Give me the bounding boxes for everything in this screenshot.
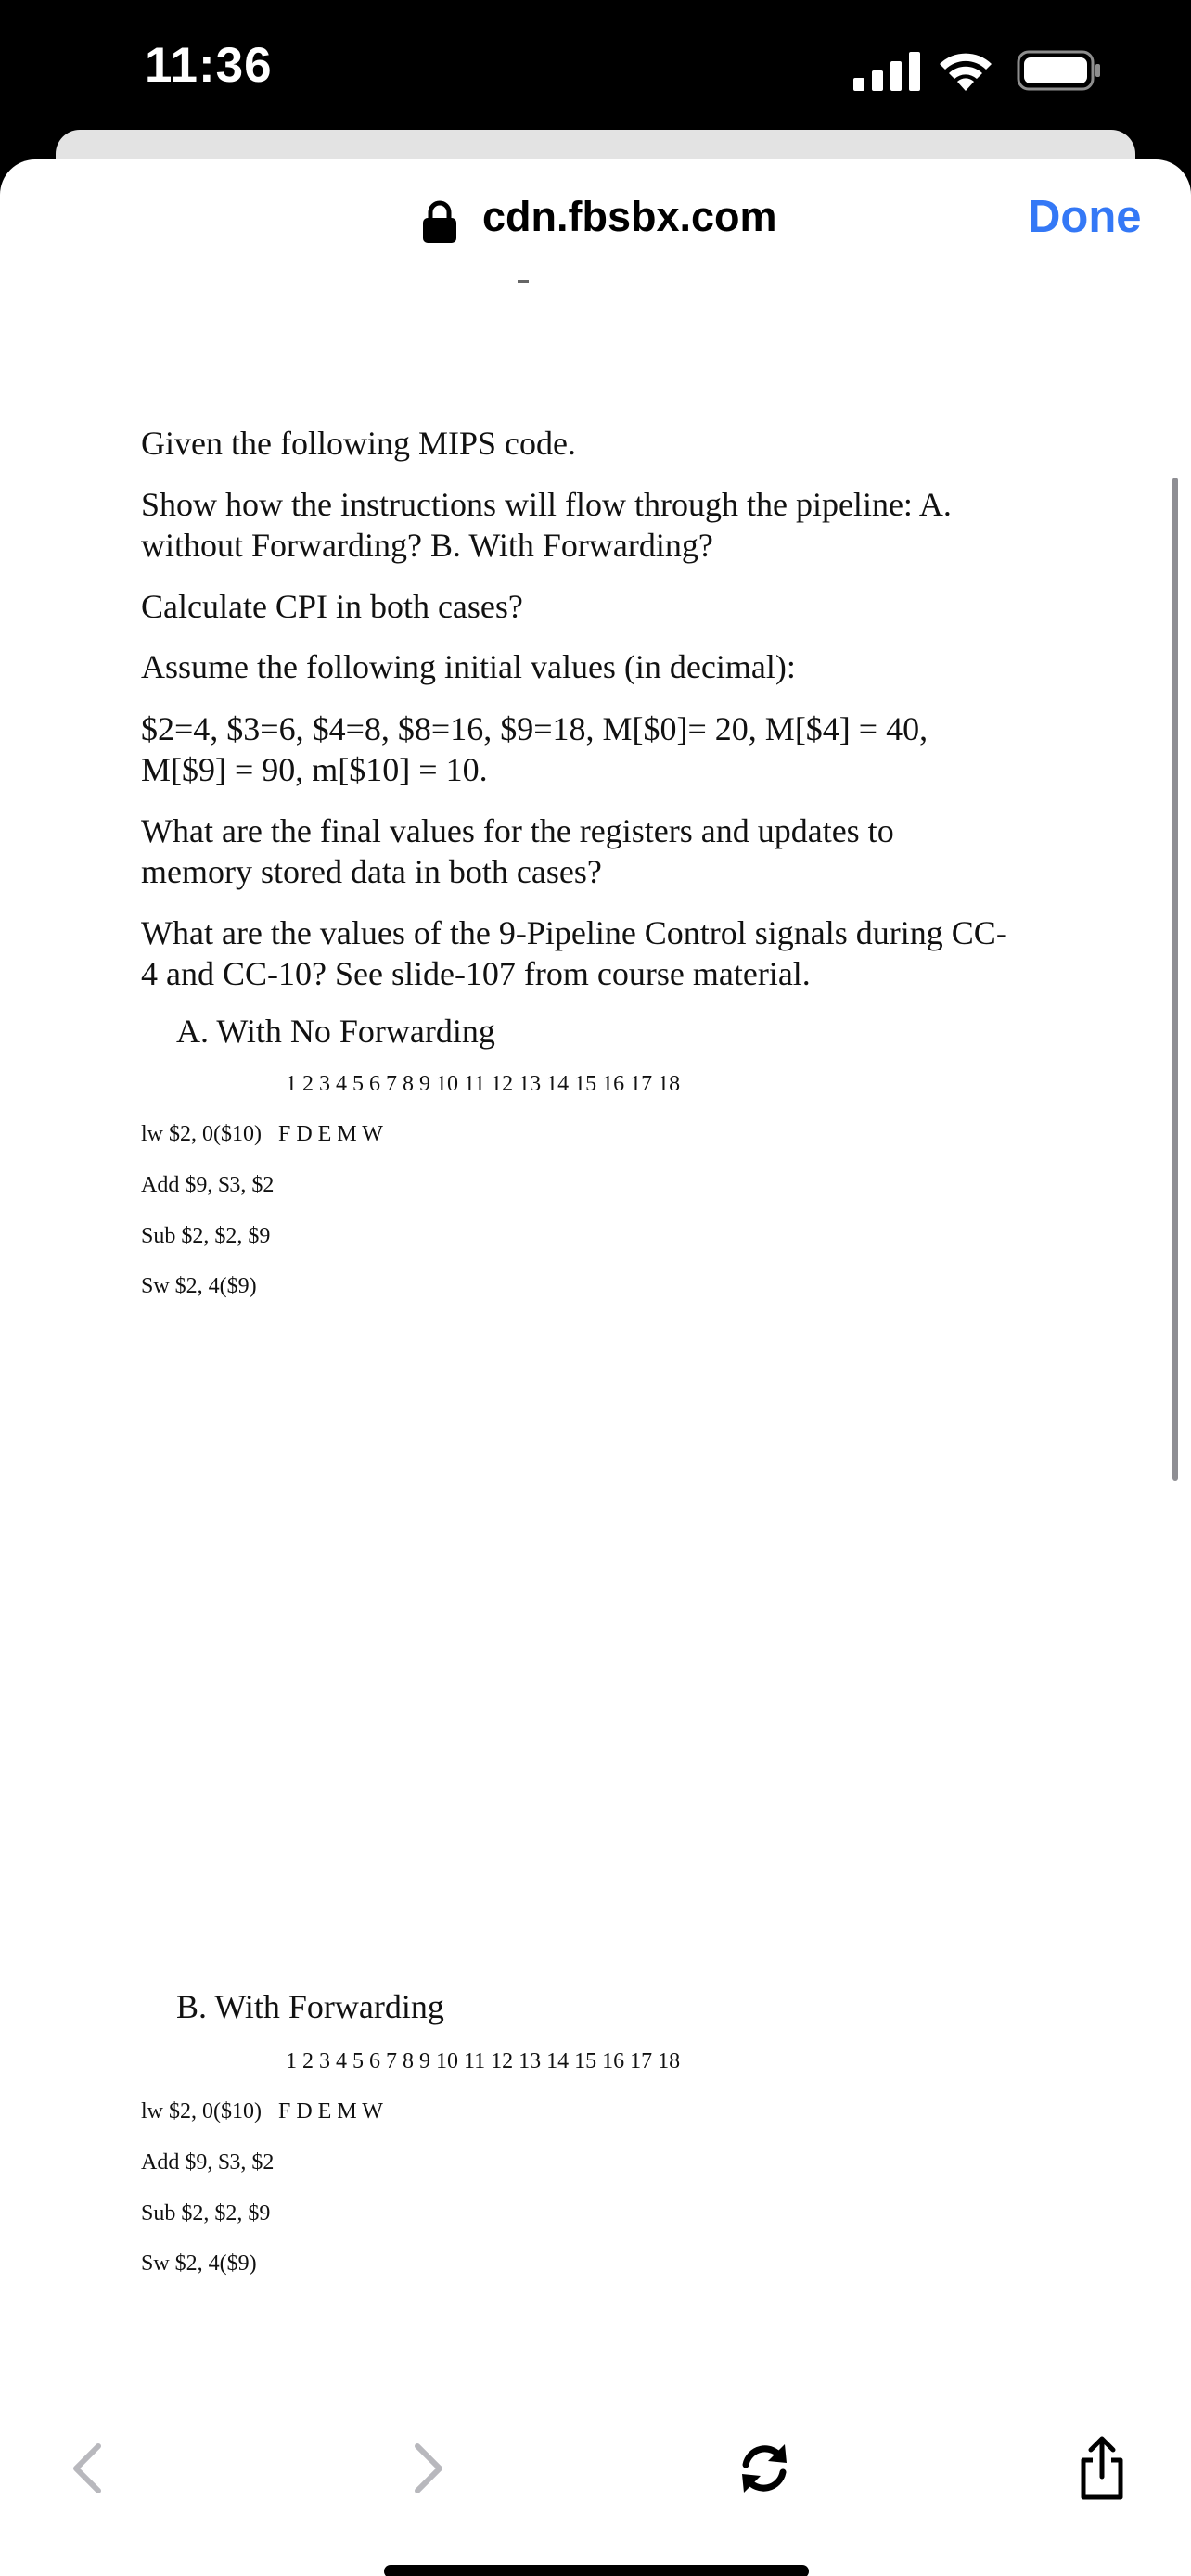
instruction-row bbox=[141, 2251, 274, 2276]
refresh-icon bbox=[735, 2439, 794, 2498]
url-label: cdn.fbsbx.com bbox=[482, 193, 777, 240]
lock-icon bbox=[423, 200, 456, 243]
doc-paragraph: Assume the following initial values (in decimal): bbox=[141, 648, 796, 685]
refresh-button[interactable] bbox=[727, 2431, 801, 2506]
instruction-row bbox=[141, 1224, 287, 1249]
done-button[interactable]: Done bbox=[1028, 192, 1142, 242]
document-content[interactable] bbox=[0, 280, 1191, 2413]
instruction-code: Sub $2, $2, $9 bbox=[141, 1224, 271, 1248]
instruction-row bbox=[141, 2099, 383, 2124]
instruction-code: Add $9, $3, $2 bbox=[141, 2150, 275, 2174]
cellular-signal-icon bbox=[853, 52, 920, 91]
instruction-code: Sw $2, 4($9) bbox=[141, 1274, 257, 1298]
document-viewer-sheet bbox=[0, 159, 1191, 2576]
home-indicator bbox=[384, 2565, 809, 2576]
instruction-row bbox=[141, 2150, 290, 2175]
back-arrow-icon bbox=[69, 2441, 106, 2496]
share-icon bbox=[1076, 2436, 1128, 2501]
doc-paragraph: $2=4, $3=6, $4=8, $8=16, $9=18, M[$0]= 20, M[$4] = 40, bbox=[141, 710, 928, 747]
instruction-code: lw $2, 0($10) bbox=[141, 2099, 262, 2123]
section-heading-with-forwarding: B. With Forwarding bbox=[176, 1988, 444, 2025]
status-bar bbox=[0, 0, 1191, 139]
vertical-scrollbar[interactable] bbox=[1172, 478, 1178, 1481]
forward-button[interactable] bbox=[391, 2431, 466, 2506]
pipeline-flow: F D E M W bbox=[277, 1122, 383, 1146]
wifi-icon bbox=[937, 48, 994, 91]
instruction-row bbox=[141, 2201, 287, 2226]
doc-paragraph: M[$9] = 90, m[$10] = 10. bbox=[141, 751, 488, 788]
doc-paragraph: without Forwarding? B. With Forwarding? bbox=[141, 527, 713, 564]
navigation-bar bbox=[0, 159, 1191, 280]
instruction-code: Sw $2, 4($9) bbox=[141, 2251, 257, 2276]
instruction-row bbox=[141, 1173, 290, 1198]
doc-paragraph: Show how the instructions will flow through the pipeline: A. bbox=[141, 486, 952, 523]
partial-text-mark bbox=[518, 280, 529, 283]
forward-arrow-icon bbox=[410, 2441, 447, 2496]
battery-icon bbox=[1017, 50, 1102, 91]
clock-cycle-header: 1 2 3 4 5 6 7 8 9 10 11 12 13 14 15 16 17 18 bbox=[286, 2049, 681, 2073]
section-heading-no-forwarding: A. With No Forwarding bbox=[176, 1013, 495, 1050]
doc-paragraph: Calculate CPI in both cases? bbox=[141, 588, 523, 625]
status-time: 11:36 bbox=[145, 38, 273, 93]
doc-paragraph: What are the values of the 9-Pipeline Control signals during CC- bbox=[141, 914, 1007, 951]
instruction-code: Add $9, $3, $2 bbox=[141, 1173, 275, 1197]
pipeline-flow: F D E M W bbox=[277, 2099, 383, 2123]
instruction-code: lw $2, 0($10) bbox=[141, 1122, 262, 1146]
instruction-row bbox=[141, 1274, 274, 1299]
clock-cycle-header: 1 2 3 4 5 6 7 8 9 10 11 12 13 14 15 16 17 18 bbox=[286, 1072, 681, 1096]
bottom-toolbar bbox=[0, 2404, 1191, 2533]
share-button[interactable] bbox=[1065, 2431, 1139, 2506]
instruction-code: Sub $2, $2, $9 bbox=[141, 2201, 271, 2225]
doc-paragraph: Given the following MIPS code. bbox=[141, 425, 576, 462]
doc-paragraph: memory stored data in both cases? bbox=[141, 853, 602, 890]
doc-paragraph: What are the final values for the registers and updates to bbox=[141, 812, 894, 849]
back-button[interactable] bbox=[50, 2431, 124, 2506]
doc-paragraph: 4 and CC-10? See slide-107 from course material. bbox=[141, 955, 811, 992]
instruction-row bbox=[141, 1122, 383, 1147]
